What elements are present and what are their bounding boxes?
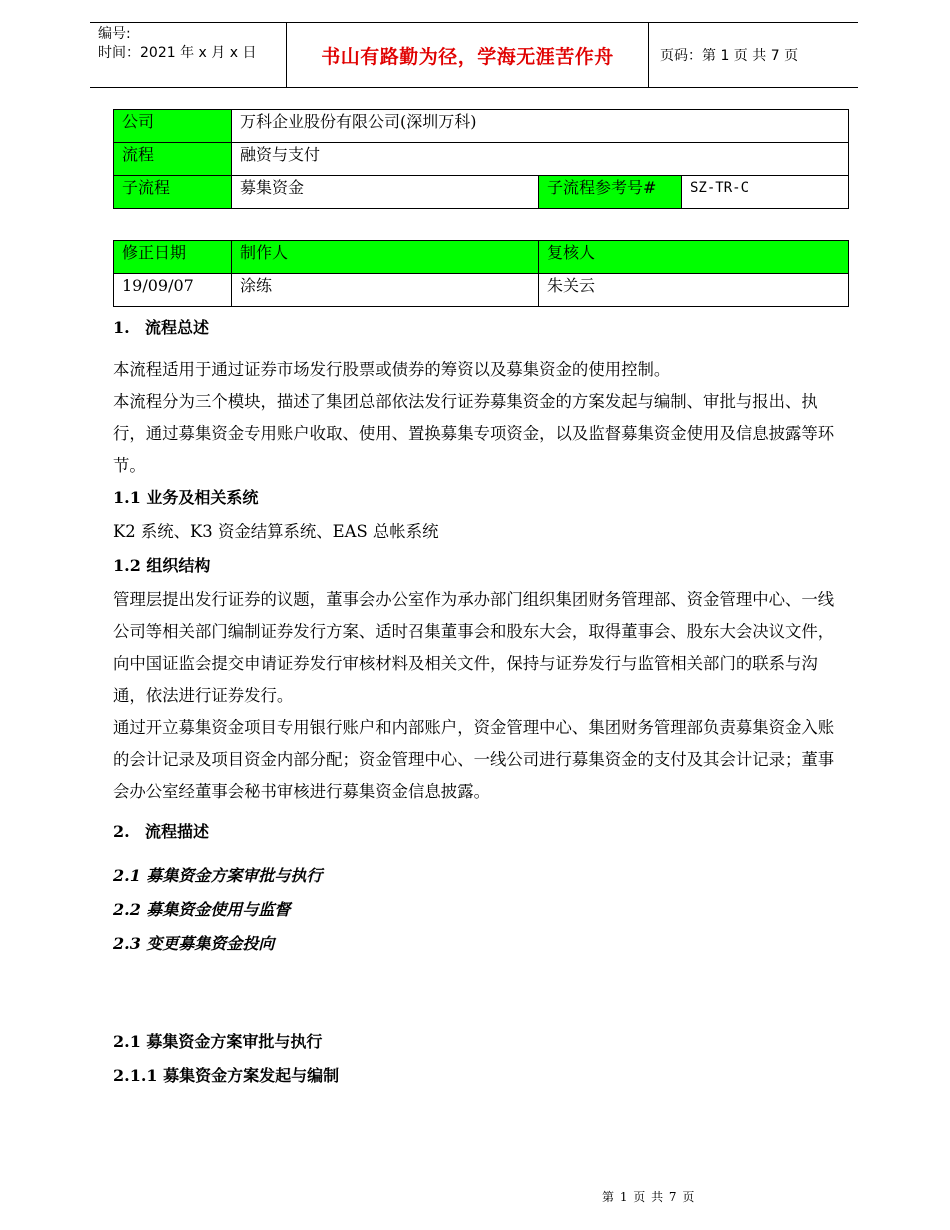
section-1-title: 流程总述: [145, 318, 210, 337]
section-1-heading: [113, 312, 209, 344]
header-page-number: 页码：第 1 页 共 7 页: [660, 48, 799, 64]
table-header-row: [114, 241, 849, 274]
section-1-1-paragraph: K2 系统、K3 资金结算系统、EAS 总帐系统: [113, 522, 439, 541]
page-header: [90, 22, 858, 88]
table-row: [114, 176, 849, 209]
section-2-1-1-heading: 2.1.1 募集资金方案发起与编制: [113, 1066, 340, 1085]
author-value: 涂练: [232, 274, 539, 307]
section-1-number: 1.: [113, 318, 130, 337]
company-value: 万科企业股份有限公司(深圳万科): [232, 110, 849, 143]
header-motto-cell: [286, 23, 649, 87]
process-label: 流程: [114, 143, 232, 176]
reviewer-value: 朱关云: [539, 274, 849, 307]
process-value: 融资与支付: [232, 143, 849, 176]
company-label: 公司: [114, 110, 232, 143]
page-footer: 第 1 页 共 7 页: [602, 1190, 696, 1204]
header-meta: [98, 25, 256, 63]
header-motto: 书山有路勤为径，学海无涯苦作舟: [321, 45, 614, 68]
subprocess-ref-label: 子流程参考号#: [539, 176, 682, 209]
reviewer-header: 复核人: [539, 241, 849, 274]
toc-item: 2.2 募集资金使用与监督: [113, 900, 291, 919]
author-header: 制作人: [232, 241, 539, 274]
section-1-2-paragraph-1: 管理层提出发行证券的议题，董事会办公室作为承办部门组织集团财务管理部、资金管理中心、一线公司等相关部门编制证券发行方案、适时召集董事会和股东大会，取得董事会、股东大会决议文件，向中国证监会提交申请证券发行审核材料及相关文件，保持与证券发行与监管相关部门的联系与沟通，依法进行证券发行。: [113, 590, 835, 705]
section-1-2-paragraph-2: 通过开立募集资金项目专用银行账户和内部账户，资金管理中心、集团财务管理部负责募集资金入账的会计记录及项目资金内部分配；资金管理中心、一线公司进行募集资金的支付及其会计记录；董事会办公室经董事会秘书审核进行募集资金信息披露。: [113, 718, 835, 801]
section-2-heading: [113, 816, 209, 848]
subprocess-value: 募集资金: [232, 176, 539, 209]
toc-item: 2.1 募集资金方案审批与执行: [113, 866, 323, 885]
section-2-1-heading: 2.1 募集资金方案审批与执行: [113, 1032, 323, 1051]
section-1-paragraph-1: 本流程适用于通过证券市场发行股票或债券的筹资以及募集资金的使用控制。: [113, 360, 671, 379]
revision-table: [113, 240, 849, 307]
section-2-title: 流程描述: [145, 822, 210, 841]
doc-time-label: 时间：2021 年 x 月 x 日: [98, 45, 257, 61]
subprocess-ref-value: SZ-TR-C: [682, 176, 849, 209]
table-row: [114, 110, 849, 143]
section-1-1-heading: 1.1 业务及相关系统: [113, 488, 259, 507]
toc-item: 2.3 变更募集资金投向: [113, 934, 275, 953]
section-1-2-heading: 1.2 组织结构: [113, 556, 211, 575]
doc-number-label: 编号:: [98, 26, 131, 42]
revision-date-header: 修正日期: [114, 241, 232, 274]
revision-date-value: 19/09/07: [114, 274, 232, 307]
table-row: [114, 274, 849, 307]
subprocess-label: 子流程: [114, 176, 232, 209]
section-2-number: 2.: [113, 822, 130, 841]
process-info-table: [113, 109, 849, 209]
table-row: [114, 143, 849, 176]
section-1-paragraph-2: 本流程分为三个模块，描述了集团总部依法发行证券募集资金的方案发起与编制、审批与报出、执行，通过募集资金专用账户收取、使用、置换募集专项资金，以及监督募集资金使用及信息披露等环节。: [113, 392, 835, 475]
